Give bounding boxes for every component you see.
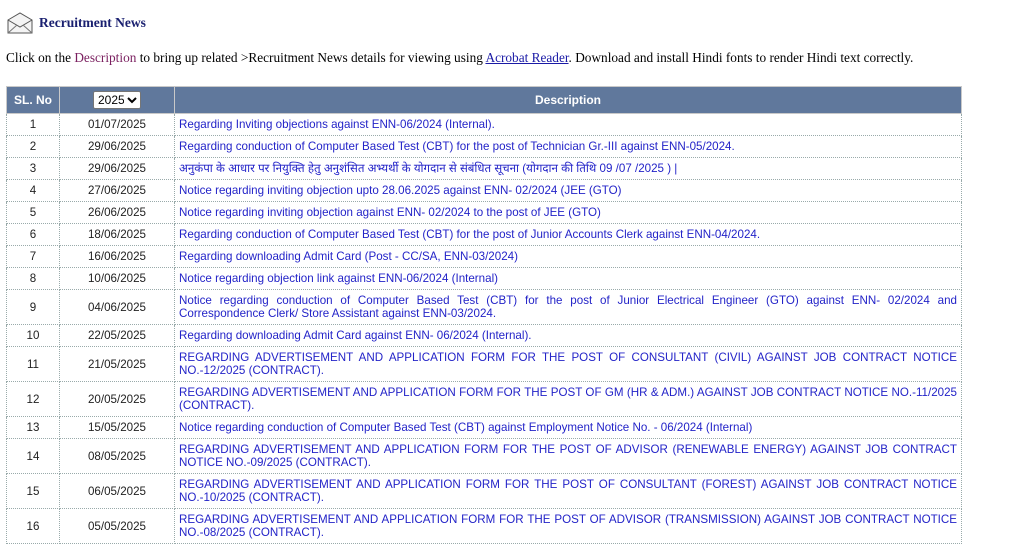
year-select[interactable] — [93, 91, 141, 109]
row-date: 10/06/2025 — [60, 268, 175, 290]
row-sl-no: 6 — [7, 224, 60, 246]
page-title: Recruitment News — [39, 15, 146, 30]
intro-part3: . Download and install Hindi fonts to render Hindi text correctly. — [568, 50, 914, 65]
row-description-link[interactable]: Regarding conduction of Computer Based Test (CBT) for the post of Technician Gr.-III against ENN-05/2024. — [175, 136, 962, 158]
recruitment-news-table — [6, 86, 962, 544]
row-date: 01/07/2025 — [60, 114, 175, 136]
row-date: 21/05/2025 — [60, 347, 175, 382]
row-description-link[interactable]: REGARDING ADVERTISEMENT AND APPLICATION FORM FOR THE POST OF ADVISOR (TRANSMISSION) AGAINST JOB CONTRACT NOTICE NO.-08/2025 (CONTRACT). — [175, 509, 962, 544]
row-sl-no: 5 — [7, 202, 60, 224]
row-description-link[interactable]: Regarding Inviting objections against ENN-06/2024 (Internal). — [175, 114, 962, 136]
row-sl-no: 16 — [7, 509, 60, 544]
table-row — [7, 509, 962, 544]
table-row — [7, 290, 962, 325]
row-sl-no: 7 — [7, 246, 60, 268]
table-row — [7, 382, 962, 417]
row-sl-no: 12 — [7, 382, 60, 417]
table-row — [7, 347, 962, 382]
intro-part1: Click on the — [6, 50, 75, 65]
table-row — [7, 114, 962, 136]
row-description-link[interactable]: Notice regarding inviting objection upto 28.06.2025 against ENN- 02/2024 (JEE (GTO) — [175, 180, 962, 202]
row-description-link[interactable]: Notice regarding conduction of Computer Based Test (CBT) for the post of Junior Electrical Engineer (GTO) against ENN- 02/2024 and Correspondence Clerk/ Store Assistant against ENN-03/2024. — [175, 290, 962, 325]
row-sl-no: 2 — [7, 136, 60, 158]
row-sl-no: 13 — [7, 417, 60, 439]
row-description-link[interactable]: REGARDING ADVERTISEMENT AND APPLICATION FORM FOR THE POST OF GM (HR & ADM.) AGAINST JOB CONTRACT NOTICE NO.-11/2025 (CONTRACT). — [175, 382, 962, 417]
row-sl-no: 4 — [7, 180, 60, 202]
row-date: 27/06/2025 — [60, 180, 175, 202]
row-sl-no: 15 — [7, 474, 60, 509]
row-date: 15/05/2025 — [60, 417, 175, 439]
row-sl-no: 14 — [7, 439, 60, 474]
table-row — [7, 439, 962, 474]
table-row — [7, 325, 962, 347]
row-date: 05/05/2025 — [60, 509, 175, 544]
row-description-link[interactable]: REGARDING ADVERTISEMENT AND APPLICATION FORM FOR THE POST OF CONSULTANT (CIVIL) AGAINST JOB CONTRACT NOTICE NO.-12/2025 (CONTRACT). — [175, 347, 962, 382]
row-description-link[interactable]: Regarding downloading Admit Card (Post - CC/SA, ENN-03/2024) — [175, 246, 962, 268]
row-description-link[interactable]: Notice regarding conduction of Computer Based Test (CBT) against Employment Notice No. - 06/2024 (Internal) — [175, 417, 962, 439]
row-date: 16/06/2025 — [60, 246, 175, 268]
table-header-row — [7, 87, 962, 114]
acrobat-reader-link[interactable]: Acrobat Reader — [485, 50, 569, 65]
table-row — [7, 180, 962, 202]
row-description-link[interactable]: Notice regarding inviting objection against ENN- 02/2024 to the post of JEE (GTO) — [175, 202, 962, 224]
row-date: 26/06/2025 — [60, 202, 175, 224]
row-description-link[interactable]: अनुकंपा के आधार पर नियुक्ति हेतु अनुशंसित अभ्यर्थी के योगदान से संबंधित सूचना (योगदान की तिथि 09 /07 /2025 ) | — [175, 158, 962, 180]
table-row — [7, 202, 962, 224]
intro-description-word: Description — [74, 50, 137, 65]
row-description-link[interactable]: REGARDING ADVERTISEMENT AND APPLICATION FORM FOR THE POST OF ADVISOR (RENEWABLE ENERGY) AGAINST JOB CONTRACT NOTICE NO.-09/2025 (CONTRACT). — [175, 439, 962, 474]
col-header-description: Description — [175, 87, 962, 114]
row-description-link[interactable]: Regarding downloading Admit Card against ENN- 06/2024 (Internal). — [175, 325, 962, 347]
table-row — [7, 417, 962, 439]
row-sl-no: 1 — [7, 114, 60, 136]
row-sl-no: 3 — [7, 158, 60, 180]
row-date: 04/06/2025 — [60, 290, 175, 325]
row-sl-no: 11 — [7, 347, 60, 382]
row-sl-no: 10 — [7, 325, 60, 347]
col-header-sl-no: SL. No — [7, 87, 60, 114]
row-description-link[interactable]: Regarding conduction of Computer Based Test (CBT) for the post of Junior Accounts Clerk against ENN-04/2024. — [175, 224, 962, 246]
row-description-link[interactable]: REGARDING ADVERTISEMENT AND APPLICATION FORM FOR THE POST OF CONSULTANT (FOREST) AGAINST JOB CONTRACT NOTICE NO.-10/2025 (CONTRACT). — [175, 474, 962, 509]
table-row — [7, 136, 962, 158]
table-row — [7, 246, 962, 268]
intro-text — [6, 50, 913, 66]
row-date: 22/05/2025 — [60, 325, 175, 347]
row-sl-no: 9 — [7, 290, 60, 325]
envelope-icon — [6, 11, 34, 35]
intro-part2: to bring up related >Recruitment News details for viewing using — [136, 50, 486, 65]
table-row — [7, 224, 962, 246]
row-date: 08/05/2025 — [60, 439, 175, 474]
row-date: 18/06/2025 — [60, 224, 175, 246]
row-date: 06/05/2025 — [60, 474, 175, 509]
table-row — [7, 268, 962, 290]
row-description-link[interactable]: Notice regarding objection link against ENN-06/2024 (Internal) — [175, 268, 962, 290]
row-date: 29/06/2025 — [60, 158, 175, 180]
row-date: 29/06/2025 — [60, 136, 175, 158]
table-row — [7, 474, 962, 509]
page-header — [6, 8, 146, 38]
table-row — [7, 158, 962, 180]
row-date: 20/05/2025 — [60, 382, 175, 417]
row-sl-no: 8 — [7, 268, 60, 290]
col-header-year — [60, 87, 175, 114]
